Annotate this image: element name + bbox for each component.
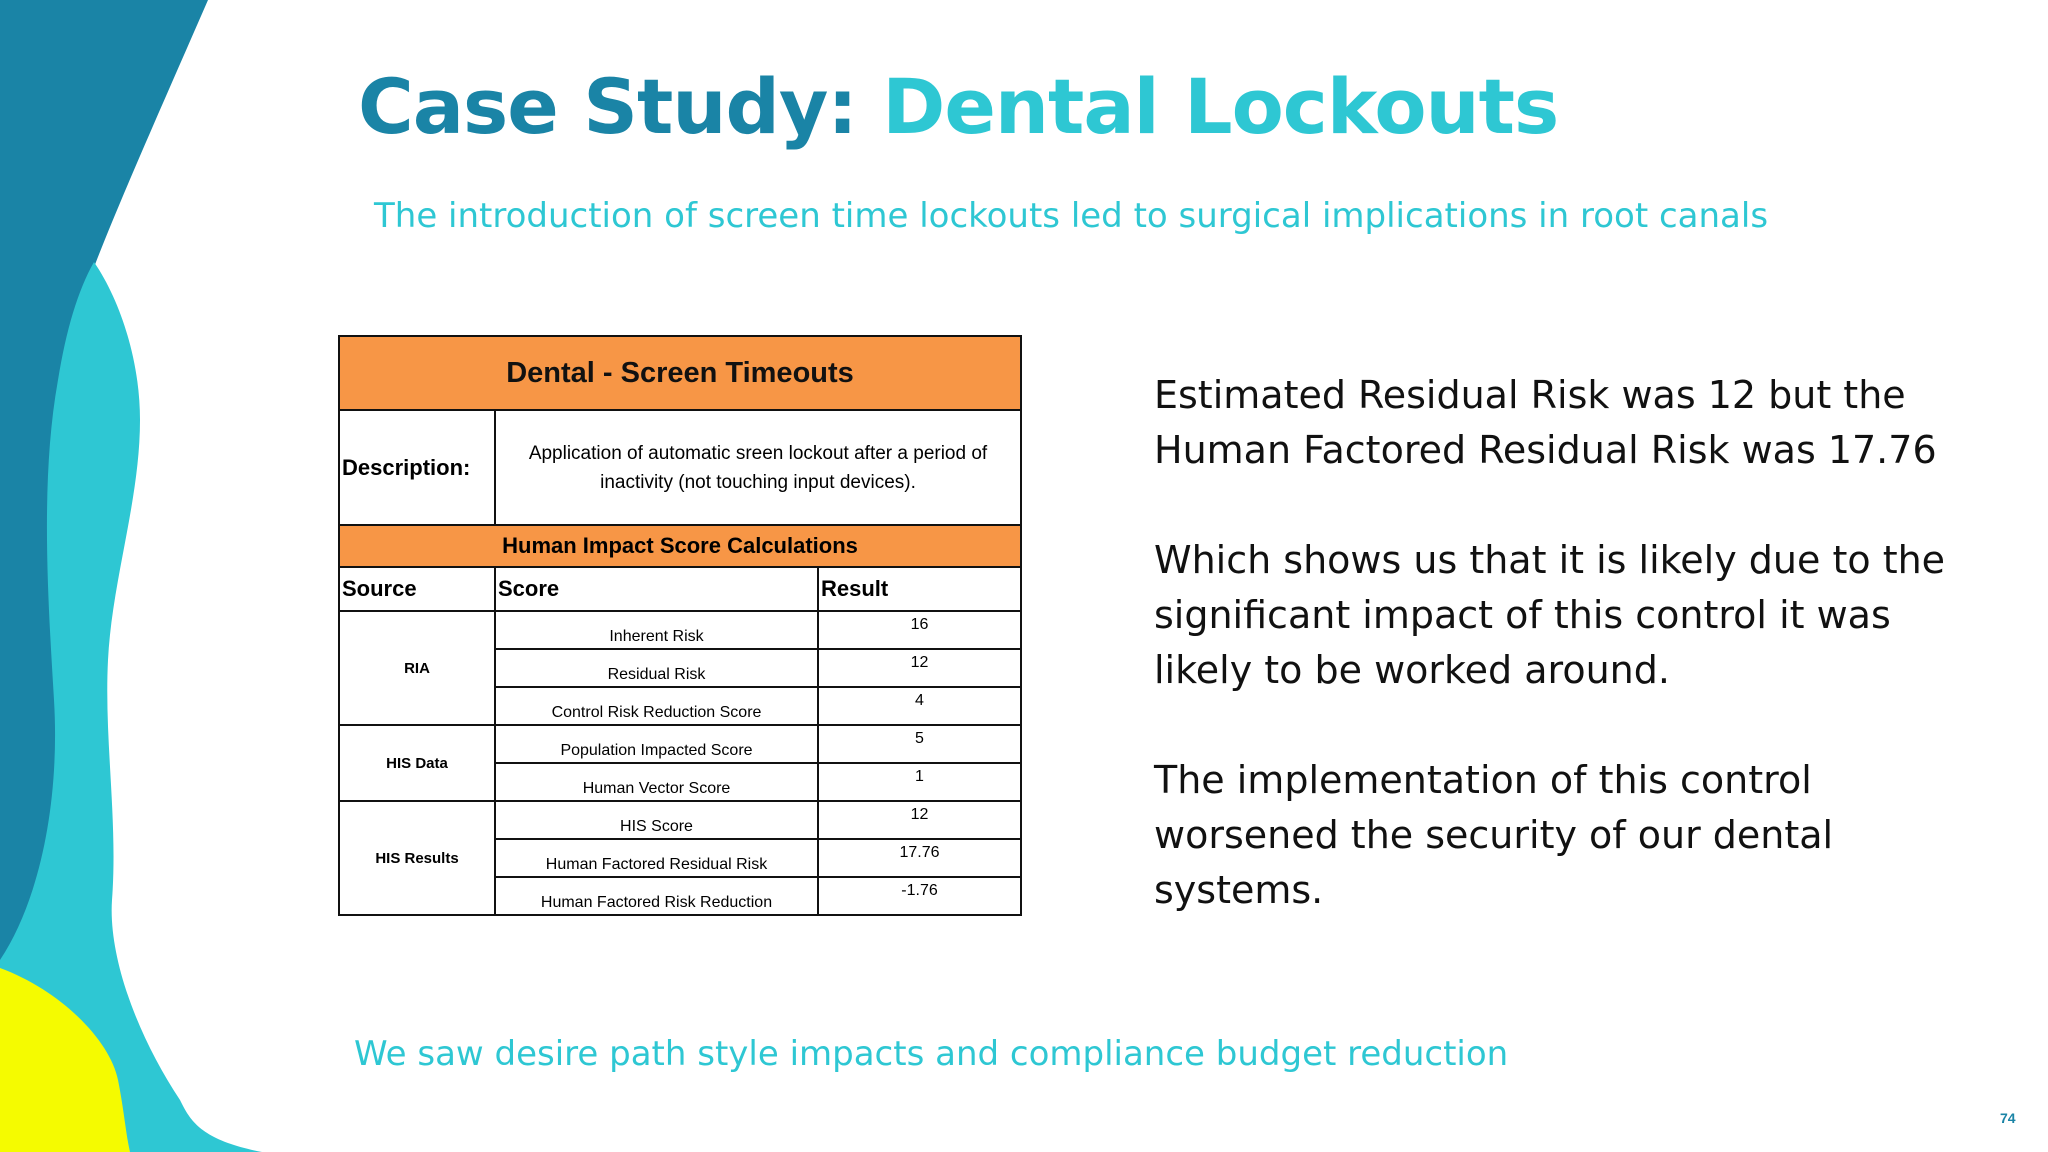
column-header-source: Source	[339, 567, 495, 611]
table-title: Dental - Screen Timeouts	[339, 336, 1021, 410]
column-header-result: Result	[818, 567, 1021, 611]
slide-subtitle: The introduction of screen time lockouts led to surgical implications in root canals	[374, 196, 1769, 236]
description-text: Application of automatic sreen lockout after a period of inactivity (not touching input devices).	[495, 410, 1021, 525]
group-label: RIA	[339, 611, 495, 725]
body-paragraph: Estimated Residual Risk was 12 but the Human Factored Residual Risk was 17.76	[1154, 373, 1937, 472]
table-row	[339, 801, 1021, 839]
column-header-score: Score	[495, 567, 818, 611]
score-value: 17.76	[818, 839, 1021, 877]
score-label: Human Vector Score	[495, 763, 818, 801]
score-value: 16	[818, 611, 1021, 649]
table-row	[339, 725, 1021, 763]
page-number: 74	[2000, 1110, 2016, 1126]
footer-text: We saw desire path style impacts and compliance budget reduction	[354, 1034, 1509, 1074]
score-value: 1	[818, 763, 1021, 801]
group-label: HIS Results	[339, 801, 495, 915]
score-label: Human Factored Risk Reduction	[495, 877, 818, 915]
score-value: 12	[818, 649, 1021, 687]
score-label: Residual Risk	[495, 649, 818, 687]
slide-title	[358, 62, 1558, 151]
body-paragraph: Which shows us that it is likely due to the significant impact of this control it was likely to be worked around.	[1154, 538, 1946, 692]
group-label: HIS Data	[339, 725, 495, 801]
score-label: HIS Score	[495, 801, 818, 839]
score-label: Human Factored Residual Risk	[495, 839, 818, 877]
table-row	[339, 611, 1021, 649]
slide-title-prefix: Case Study:	[358, 62, 883, 151]
score-value: 4	[818, 687, 1021, 725]
score-label: Inherent Risk	[495, 611, 818, 649]
score-value: 5	[818, 725, 1021, 763]
score-label: Population Impacted Score	[495, 725, 818, 763]
slide-title-highlight: Dental Lockouts	[882, 62, 1559, 151]
body-text	[1154, 368, 1974, 918]
score-value: -1.76	[818, 877, 1021, 915]
score-label: Control Risk Reduction Score	[495, 687, 818, 725]
description-label: Description:	[339, 410, 495, 525]
body-paragraph: The implementation of this control worsened the security of our dental systems.	[1154, 758, 1834, 912]
risk-score-table	[338, 335, 1022, 916]
score-value: 12	[818, 801, 1021, 839]
section-title: Human Impact Score Calculations	[339, 525, 1021, 567]
